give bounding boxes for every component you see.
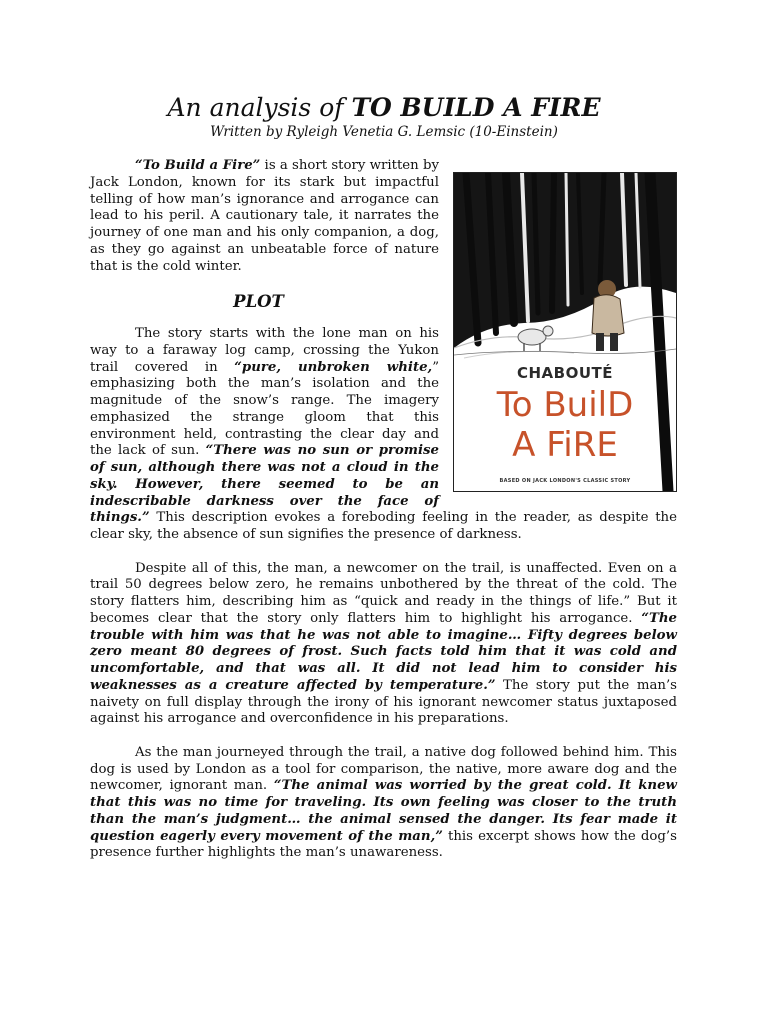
intro-text: is a short story written by Jack London, known for its stark but impactful telling of how man’s ignorance and arrogance can lead to his peril. A cautionary tale, it narrates the journey of one man and his only companion, a dog, as they go against an unbeatable force of nature that is the cold winter. [90, 158, 439, 274]
plot-p1-text-b: ” emphasizing both the man’s isolation and the magnitude of the snow’s range. The imagery emphasized the strange gloom that this environment held, contrasting the clear day and the lack of sun. [90, 359, 439, 459]
byline: Written by Ryleigh Venetia G. Lemsic (10-Einstein) [210, 124, 558, 140]
plot-p3-quote: “The animal was worried by the great cold. It knew that this was no time for traveling. Its own feeling was closer to the truth than the man’s judgment… the animal sensed the danger. Its fear made it question eagerly every movement of the man,” [90, 778, 678, 844]
plot-paragraph-2 [90, 561, 677, 729]
plot-p2-text-a: Despite all of this, the man, a newcomer on the trail, is unaffected. Even on a trail 50 degrees below zero, he remains unbothered by the threat of the cold. The story flatters him, describing him as “quick and ready in the things of life.” But it becomes clear that the story only flatters him to highlight his arrogance. [90, 560, 677, 626]
cover-title-line-2: A FiRE [512, 425, 618, 465]
plot-paragraph-3 [90, 745, 677, 862]
plot-p3-text-a: As the man journeyed through the trail, a native dog followed behind him. This dog is used by London as a tool for comparison, the native, more aware dog and the newcomer, ignorant man. [90, 744, 677, 794]
plot-p1-quote-1: “pure, unbroken white, [234, 359, 433, 375]
book-cover-image [453, 172, 677, 492]
title-book-name: TO BUILD A FIRE [351, 93, 601, 122]
title-lead: An analysis of [167, 93, 352, 122]
plot-heading: PLOT [233, 292, 284, 311]
plot-p1-text-a: The story starts with the lone man on his way to a faraway log camp, crossing the Yukon trail covered in [90, 326, 439, 375]
plot-p3-text-b: this excerpt shows how the dog’s presence further highlights the man’s unawareness. [90, 828, 677, 861]
plot-p2-text-b: The story put the man’s naivety on full display through the irony of his ignorant newcomer status juxtaposed against his arrogance and overconfidence in his preparations. [90, 677, 677, 727]
plot-p1-text-c: This description evokes a foreboding feeling in the reader, as despite the clear sky, the absence of sun signifies the presence of darkness. [90, 510, 677, 542]
intro-title-quote: “To Build a Fire” [135, 158, 261, 173]
plot-p2-quote: “The trouble with him was that he was not able to imagine… Fifty degrees below zero meant 80 degrees of frost. Such facts told him that it was cold and uncomfortable, and that was all. It did not lead him to consider his weaknesses as a creature affected by temperature.” [90, 610, 677, 693]
cover-subtitle: BASED ON JACK LONDON'S CLASSIC STORY [499, 478, 631, 484]
page-title [0, 92, 768, 124]
cover-author: CHABOUTÉ [516, 364, 613, 382]
cover-title-line-1: To BuilD [496, 385, 634, 425]
article-body [90, 158, 677, 879]
plot-p1-quote-2: “There was no sun or promise of sun, although there was not a cloud in the sky. However, there seemed to be an indescribable darkness over the face of things.” [90, 443, 439, 526]
cover-title [454, 385, 676, 465]
